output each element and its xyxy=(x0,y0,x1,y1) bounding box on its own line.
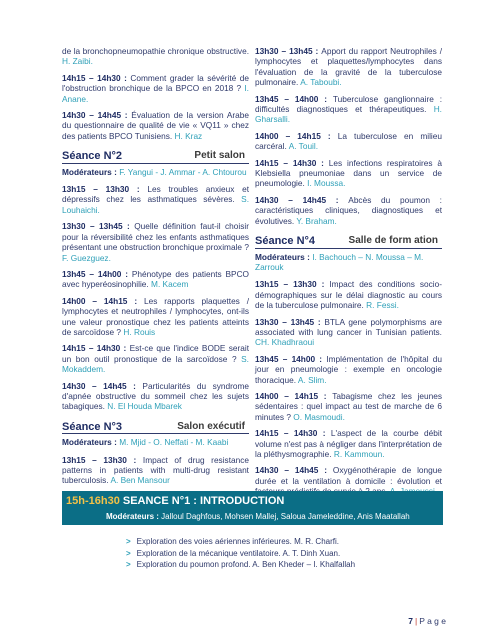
talk-title: Les rapports plaquettes / lymphocytes et neutrophiles / lymphocytes, ont-ils une valeur pronostique chez les patients atteints de sarcoïdose ? xyxy=(62,295,250,337)
session-header xyxy=(62,151,249,163)
talk-title: La tuberculose en milieu carcéral. xyxy=(255,130,443,152)
talk-title: Particularités du syndrome d'apnée obstructive du sommeil chez les sujets tabagiques. xyxy=(62,380,249,412)
program-entry: 14h00 – 14h15 : La tuberculose en milieu carcéral. A. Touil. xyxy=(255,130,443,152)
program-entry: 14h15 – 14h30 : L'aspect de la courbe débit volume n'est pas à négliger dans l'interprétation de la pléthysmographie. R. Kammoun. xyxy=(255,428,442,459)
intro-session-title-line xyxy=(66,495,284,507)
program-entry: 13h45 – 14h00 : Tuberculose ganglionnaire : difficultés diagnostiques et thérapeutiques. H. Gharsalli. xyxy=(255,93,442,125)
talk-authors: O. Masmoudi. xyxy=(293,411,345,422)
talk-authors: N. El Houda Mbarek xyxy=(107,401,182,412)
talk-time: 14h30 – 14h45 xyxy=(62,110,122,121)
talk-time: 14h15 – 14h30 xyxy=(255,428,318,439)
program-entry xyxy=(62,46,249,67)
talk-title: Les infections respiratoires à Klebsiella pneumoniae dans un service de pneumologie. xyxy=(255,157,443,189)
session-room: Salon exécutif xyxy=(177,420,245,432)
talk-authors: H. Gharsalli. xyxy=(255,104,442,125)
intro-session-time: 15h-16h30 xyxy=(66,495,120,507)
talk-title: Impact des conditions socio-démographiques sur le délai diagnostic au cours de la tuberculose pulmonaire. xyxy=(255,279,443,311)
arrow-right-icon: > xyxy=(126,560,131,570)
talk-authors: A. Ben Mansour xyxy=(110,475,170,486)
program-entry: 13h30 – 13h45 : Apport du rapport Neutrophiles / lymphocytes et plaquettes/lymphocytes dans l'évaluation de la gravité de la tuberculose pulmonaire. A. Taboubi. xyxy=(255,46,442,88)
talk-title: Abcès du poumon : caractéristiques cliniques, diagnostiques et évolutives. xyxy=(255,194,442,226)
program-entry: 14h15 – 14h30 : Comment grader la sévérité de l'obstruction bronchique de la BPCO en 2018 ? I. Anane. xyxy=(62,72,249,104)
arrow-right-icon: > xyxy=(126,537,131,546)
talk-time: 13h45 – 14h00 xyxy=(255,93,319,104)
talk-time: 14h15 – 14h30 xyxy=(255,157,317,168)
talk-title: Quelle définition faut-il choisir pour la réversibilité chez les enfants asthmatiques présentant une obstruction bronchique proximale ? xyxy=(62,221,250,253)
talk-authors: R. Fessi. xyxy=(366,300,399,311)
talk-title: Implémentation de l'hôpital du jour en pneumologie : exemple en oncologie thoracique. xyxy=(255,353,442,385)
talk-authors: I. Anane. xyxy=(62,83,249,104)
talk-authors: Y. Braham. xyxy=(296,215,337,226)
talk-title: de la bronchopneumopathie chronique obstructive. xyxy=(62,46,249,56)
program-entry: 13h15 – 13h30 : Impact of drug resistance patterns in patients with multi-drug resistant tuberculosis. A. Ben Mansour xyxy=(62,454,249,486)
program-entry: 13h30 – 13h45 : Quelle définition faut-il choisir pour la réversibilité chez les enfants asthmatiques présentant une obstruction bronchique proximale ? F. Guezguez. xyxy=(62,221,250,263)
session-room: Petit salon xyxy=(194,150,245,162)
program-entry: 14h15 – 14h30 : Les infections respiratoires à Klebsiella pneumoniae dans un service de pneumologie. I. Moussa. xyxy=(255,157,443,189)
talk-title: Tabagisme chez les jeunes sédentaires : quel impact au test de marche de 6 minutes ? xyxy=(255,390,443,422)
session-moderators xyxy=(255,252,442,273)
talk-time: 14h15 – 14h30 xyxy=(62,343,121,354)
talk-authors: CH. Khadhraoui xyxy=(255,337,315,348)
list-item xyxy=(126,559,355,571)
program-entry: 14h15 – 14h30 : Est-ce que l'indice BODE serait un bon outil pronostique de la sarcoïdose ? S. Mokaddem. xyxy=(62,343,250,375)
footer-divider: | xyxy=(414,616,418,626)
talk-title: Oxygénothérapie de longue durée et la ventilation à domicile : évolution et xyxy=(255,465,442,486)
arrow-right-icon: > xyxy=(126,548,131,558)
talk-time: 14h00 – 14h15 xyxy=(62,295,128,306)
talk-title: BTLA gene polymorphisms are associated with lung cancer in Tunisian patients. xyxy=(255,316,442,337)
talk-authors: A. Slim. xyxy=(297,374,327,385)
moderators-names: F. Yangui - J. Ammar - A. Chtourou xyxy=(119,166,247,177)
talk-authors: H. Rouis xyxy=(123,326,156,337)
moderators-label: Modérateurs : xyxy=(106,512,159,521)
intro-session-banner xyxy=(62,491,443,525)
talk-title: Est-ce que l'indice BODE serait un bon outil pronostique de la sarcoïdose ? xyxy=(62,343,250,364)
talk-authors: F. Guezguez. xyxy=(62,252,111,263)
talk-title: Évaluation de la version Arabe du questionnaire de qualité de vie « VQ11 » chez des patients BPCO Tunisiens. xyxy=(62,110,249,141)
program-entry: 13h45 – 14h00 : Implémentation de l'hôpital du jour en pneumologie : exemple en oncologie thoracique. A. Slim. xyxy=(255,353,442,385)
list-item-label: Exploration du poumon profond. A. Ben Kheder – I. Khalfallah xyxy=(136,560,356,570)
intro-session-moderators xyxy=(106,512,410,521)
talk-time: 13h45 – 14h00 xyxy=(62,268,122,279)
list-item-label: Exploration de la mécanique ventilatoire. A. T. Dinh Xuan. xyxy=(136,548,341,558)
moderators-names: M. Mjid - O. Neffati - M. Kaabi xyxy=(119,437,229,448)
moderators-label: Modérateurs : xyxy=(62,166,117,177)
talk-time: 13h15 – 13h30 xyxy=(255,279,317,290)
session-name: Séance N°2 xyxy=(62,150,123,163)
talk-title: Comment grader la sévérité de l'obstruction bronchique de la BPCO en 2018 ? xyxy=(62,72,249,94)
program-entry: 14h30 – 14h45 : Oxygénothérapie de longue durée et la ventilation à domicile : évolution et xyxy=(255,465,442,496)
left-column xyxy=(62,46,249,492)
program-entry: 13h15 – 13h30 : Impact des conditions socio-démographiques sur le délai diagnostic au cours de la tuberculose pulmonaire. R. Fessi. xyxy=(255,279,443,311)
intro-session-title: SEANCE N°1 : INTRODUCTION xyxy=(122,495,285,507)
talk-time: 14h15 – 14h30 xyxy=(62,72,121,83)
talk-time: 13h45 – 14h00 xyxy=(255,353,316,364)
session-moderators xyxy=(62,437,249,447)
talk-title: Impact of drug resistance patterns in patients with multi-drug resistant tuberculosis. xyxy=(62,454,249,486)
moderators-label: Modérateurs : xyxy=(62,437,117,448)
program-entry: 13h30 – 13h45 : BTLA gene polymorphisms are associated with lung cancer in Tunisian patients. CH. Khadhraoui xyxy=(255,316,442,348)
talk-title: L'aspect de la courbe débit volume n'est pas à négliger dans l'interprétation de la pléthysmographie. xyxy=(255,428,442,459)
session-header xyxy=(255,236,442,248)
talk-time: 13h30 – 13h45 xyxy=(255,316,315,327)
moderators-label: Modérateurs : xyxy=(255,251,310,262)
program-entry: 14h30 – 14h45 : Évaluation de la version Arabe du questionnaire de qualité de vie « VQ11 » chez des patients BPCO Tunisiens. H. Kraz xyxy=(62,110,249,141)
talk-title: Phénotype des patients BPCO avec hyperéosinophilie. xyxy=(62,268,250,290)
talk-time: 14h30 – 14h45 xyxy=(255,194,327,205)
session-name: Séance N°3 xyxy=(62,420,123,433)
page-number: 7 xyxy=(408,616,413,626)
talk-time: 13h15 – 13h30 xyxy=(62,184,130,195)
program-entry: 14h00 – 14h15 : Tabagisme chez les jeunes sédentaires : quel impact au test de marche de 6 minutes ? O. Masmoudi. xyxy=(255,390,443,422)
talk-authors: I. Moussa. xyxy=(307,178,346,189)
program-entry: 14h00 – 14h15 : Les rapports plaquettes / lymphocytes et neutrophiles / lymphocytes, ont-ils une valeur pronostique chez les patients atteints de sarcoïdose ? H. Rouis xyxy=(62,295,250,337)
moderators-names: I. Bachouch – N. Moussa – M. Zarrouk xyxy=(255,251,424,272)
talk-time: 14h00 – 14h15 xyxy=(255,390,319,401)
talk-authors: M. Kacem xyxy=(151,279,189,290)
talk-time: 14h30 – 14h45 xyxy=(255,465,319,476)
program-entry: 13h45 – 14h00 : Phénotype des patients BPCO avec hyperéosinophilie. M. Kacem xyxy=(62,268,250,290)
talk-authors: S. Louhaichi. xyxy=(62,194,249,215)
talk-authors: A. Taboubi. xyxy=(300,77,342,88)
talk-time: 13h30 – 13h45 xyxy=(62,221,123,232)
talk-authors: H. Zaibi. xyxy=(62,56,93,67)
list-item xyxy=(126,536,355,548)
page-label: P a g e xyxy=(419,616,446,626)
talk-authors: A. Touil. xyxy=(288,141,319,152)
talk-authors: H. Kraz xyxy=(174,130,203,141)
talk-time: 14h00 – 14h15 xyxy=(255,130,321,141)
talk-title: Tuberculose ganglionnaire : difficultés diagnostiques et thérapeutiques. xyxy=(255,93,442,115)
talk-time: 13h15 – 13h30 xyxy=(62,454,127,465)
talk-authors: R. Kammoun. xyxy=(333,449,385,459)
talk-time: 13h30 – 13h45 xyxy=(255,46,313,56)
talk-title: Apport du rapport Neutrophiles / lymphocytes et plaquettes/lymphocytes dans l'évaluation de la gravité de la tuberculose pulmonaire. xyxy=(255,46,442,88)
list-item xyxy=(126,548,355,560)
list-item-label: Exploration des voies aériennes inférieures. M. R. Charfi. xyxy=(136,537,339,546)
program-entry: 14h30 – 14h45 : Abcès du poumon : caractéristiques cliniques, diagnostiques et évolutives. Y. Braham. xyxy=(255,194,442,226)
session-name: Séance N°4 xyxy=(255,235,316,248)
moderators-names: Jalloul Daghfous, Mohsen Mallej, Saloua Jameleddine, Anis Maatallah xyxy=(161,512,410,521)
intro-session-list xyxy=(126,536,355,571)
page-footer xyxy=(408,616,446,626)
talk-authors: S. Mokaddem. xyxy=(62,353,249,375)
right-column xyxy=(255,46,442,503)
session-header xyxy=(62,422,249,434)
program-entry: 13h15 – 13h30 : Les troubles anxieux et dépressifs chez les asthmatiques sévères. S. Louhaichi. xyxy=(62,184,250,215)
talk-time: 14h30 – 14h45 xyxy=(62,380,127,391)
session-room: Salle de form ation xyxy=(348,235,438,247)
talk-title: Les troubles anxieux et dépressifs chez les asthmatiques sévères. xyxy=(62,184,250,205)
session-moderators xyxy=(62,167,249,177)
program-entry: 14h30 – 14h45 : Particularités du syndrome d'apnée obstructive du sommeil chez les sujets tabagiques. N. El Houda Mbarek xyxy=(62,380,249,412)
